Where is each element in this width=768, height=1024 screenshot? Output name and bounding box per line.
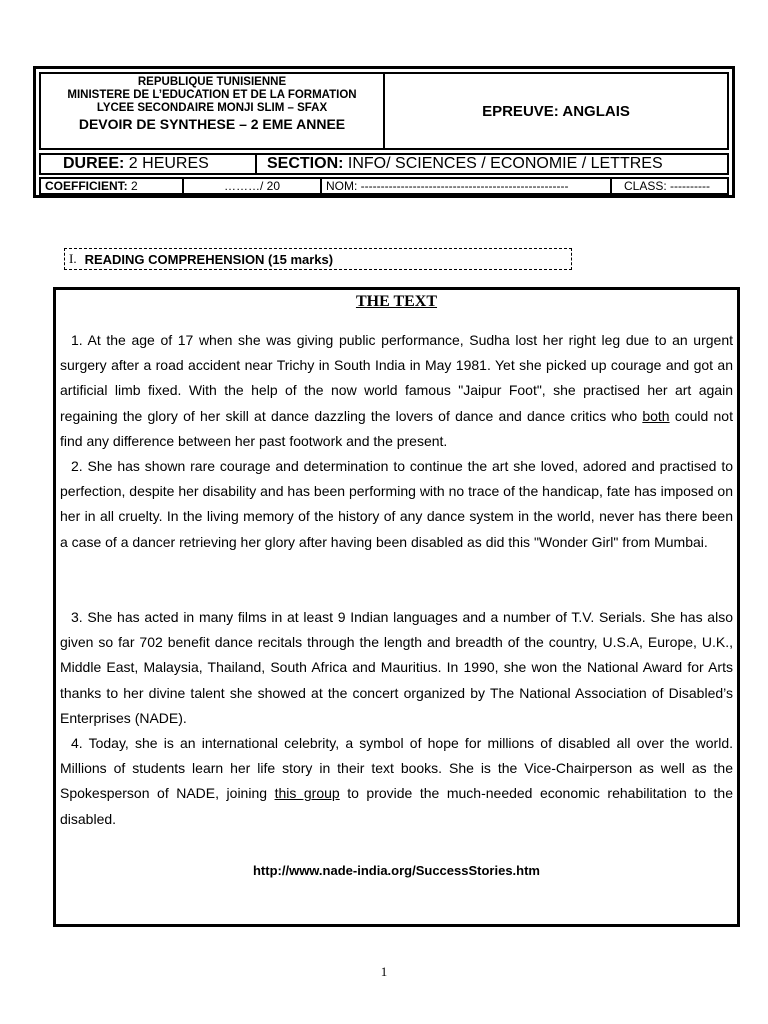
- paragraph-4-start: 4. Today, she is an international celebrity, a symbol of hope for millions of disabled all over the world. Millions of students learn her life story in their text books. She is the Vice-Chairperson as well as the Spokesperson of NADE, joining: [60, 735, 733, 802]
- underlined-word-both: both: [642, 407, 670, 424]
- paragraph-1: [60, 328, 733, 454]
- page-number: 1: [380, 964, 388, 979]
- section-heading: [64, 248, 572, 270]
- section-number: I.: [69, 251, 77, 266]
- mark-cell: [182, 177, 322, 195]
- coefficient-label: COEFFICIENT:: [45, 179, 128, 193]
- duration-cell: [39, 153, 257, 175]
- coefficient-cell: [39, 177, 184, 195]
- underlined-phrase-this-group: this group: [274, 785, 340, 802]
- reading-text-box: [53, 287, 740, 927]
- name-cell: [320, 177, 612, 195]
- class-cell: [610, 177, 729, 195]
- paragraph-1-end: could not find any difference between her past footwork and the present.: [60, 407, 733, 449]
- section-title: READING COMPREHENSION (15 marks): [84, 251, 334, 267]
- section-cell: [255, 153, 729, 175]
- text-title: THE TEXT: [355, 293, 438, 310]
- duration-value: 2 HEURES: [128, 155, 209, 172]
- exam-header: [33, 66, 735, 198]
- subject-cell: [383, 72, 729, 150]
- exam-label: DEVOIR DE SYNTHESE – 2 EME ANNEE: [78, 116, 346, 132]
- header-row-student: [36, 177, 732, 195]
- source-url: http://www.nade-india.org/SuccessStories.htm: [252, 863, 540, 878]
- school-label: LYCEE SECONDAIRE MONJI SLIM – SFAX: [96, 102, 328, 114]
- paragraph-4: [60, 731, 733, 832]
- subject-label: EPREUVE: ANGLAIS: [482, 102, 630, 120]
- section-label: SECTION:: [267, 155, 344, 172]
- section-value: INFO/ SCIENCES / ECONOMIE / LETTRES: [347, 155, 663, 172]
- paragraph-4-end: to provide the much-needed economic rehabilitation to the disabled.: [60, 785, 734, 827]
- republic-label: REPUBLIQUE TUNISIENNE: [137, 76, 287, 88]
- school-info-cell: [39, 72, 385, 150]
- paragraph-3: 3. She has acted in many films in at least 9 Indian languages and a number of T.V. Serials. She has also given so far 702 benefit dance recitals through the length and breadth of the country, U.S.A, Europe, U.K., Middle East, Malaysia, Thailand, South Africa and Mauritius. In 1990, she won the National Award for Arts thanks to her divine talent she showed at the concert organized by The National Association of Disabled’s Enterprises (NADE).: [60, 609, 733, 726]
- class-field: CLASS: ----------: [624, 179, 710, 193]
- header-row-duration: [36, 153, 732, 175]
- coefficient-value: 2: [131, 179, 138, 193]
- ministry-label: MINISTERE DE L’EDUCATION ET DE LA FORMATION: [67, 89, 357, 101]
- duration-label: DUREE:: [63, 155, 125, 172]
- paragraph-2: 2. She has shown rare courage and determination to continue the art she loved, adored and practised to perfection, despite her disability and has been performing with no trace of the handicap, fate has imposed on her in all cruelty. In the living memory of the history of any dance system in the world, never has there been a case of a dancer retrieving her glory after having been disabled as did this "Wonder Girl" from Mumbai.: [60, 458, 733, 550]
- header-row-school: [36, 72, 732, 150]
- name-field: NOM: ----------------------------------------------------: [326, 179, 569, 193]
- mark-field: ………/ 20: [223, 179, 280, 193]
- paragraph-1-start: 1. At the age of 17 when she was giving public performance, Sudha lost her right leg due to an urgent surgery after a road accident near Trichy in South India in May 1981. Yet she picked up courage and got an artificial limb fixed. With the help of the now world famous "Jaipur Foot", she practised her art again regaining the glory of her skill at dance dazzling the lovers of dance and dance critics who: [60, 332, 733, 424]
